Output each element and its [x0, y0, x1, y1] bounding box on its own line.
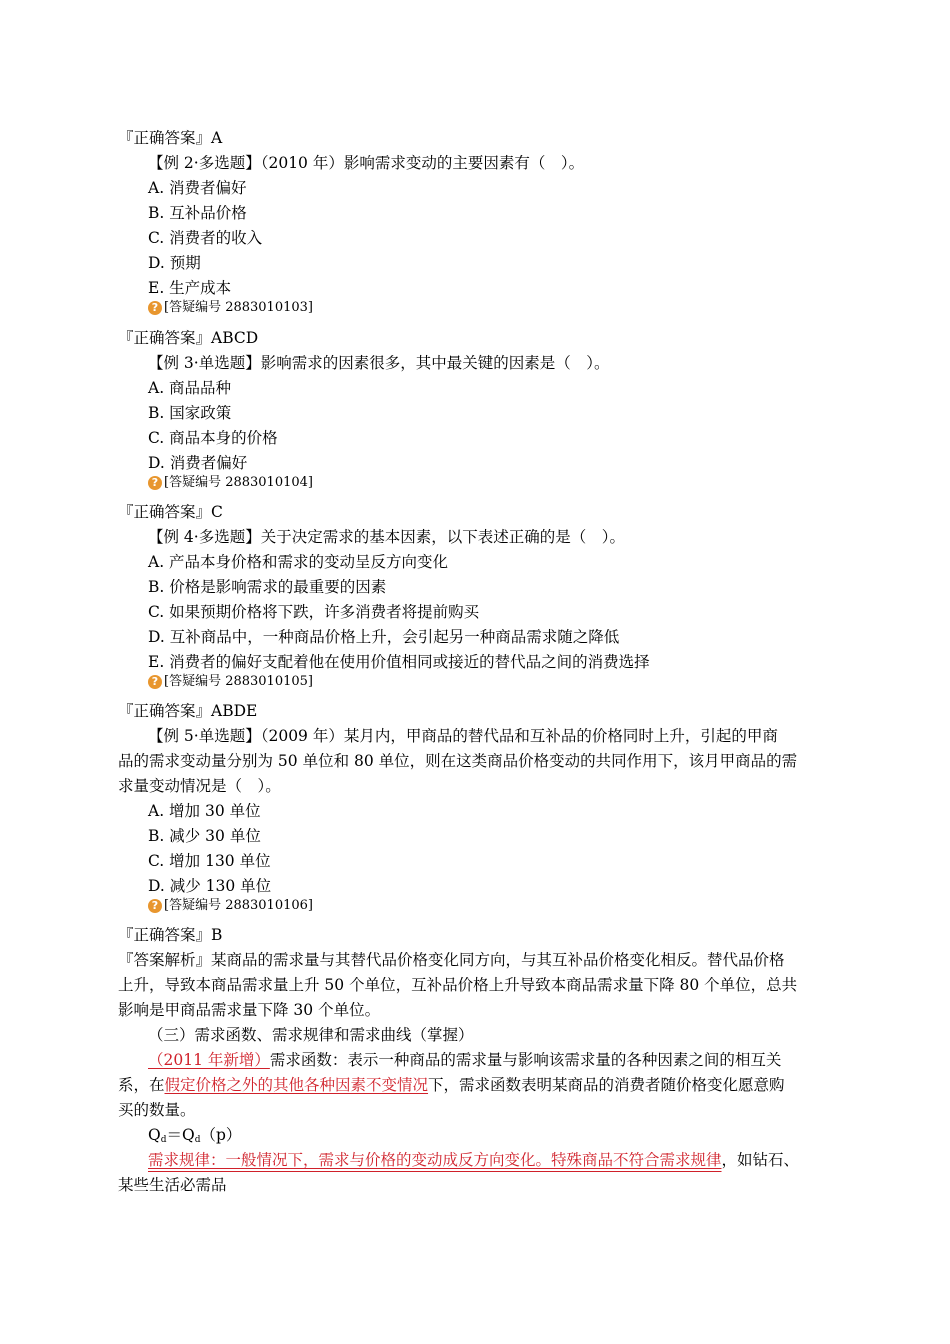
demand-formula: [148, 1123, 241, 1147]
question-mark-icon[interactable]: ?: [148, 476, 162, 490]
qid-text[interactable]: [答疑编号 2883010105]: [164, 674, 313, 689]
demand-law-highlight: 需求规律：一般情况下，需求与价格的变动成反方向变化。特殊商品不符合需求规律: [148, 1151, 722, 1169]
highlight-text: 假定价格之外的其他各种因素不变情况: [164, 1076, 429, 1094]
question-5-stem-line-3: 求量变动情况是（ ）。: [118, 777, 281, 795]
question-4-option-a: A. 产品本身价格和需求的变动呈反方向变化: [148, 553, 449, 571]
text-fragment: 系，在: [118, 1076, 165, 1094]
question-2-option-a: A. 消费者偏好: [148, 179, 247, 197]
question-5-option-b: B. 减少 30 单位: [148, 827, 261, 845]
question-5-stem-line-2: 品的需求变动量分别为 50 单位和 80 单位，则在这类商品价格变动的共同作用下，该月甲商品的需: [118, 752, 798, 770]
demand-function-text: 需求函数：表示一种商品的需求量与影响该需求量的各种因素之间的相互关: [269, 1051, 782, 1069]
qid-text[interactable]: [答疑编号 2883010106]: [164, 898, 313, 913]
question-2-option-b: B. 互补品价格: [148, 204, 247, 222]
explanation-line-1: 『答案解析』某商品的需求量与其替代品价格变化同方向，与其互补品价格变化相反。替代品价格: [118, 951, 785, 969]
demand-function-line-3: 买的数量。: [118, 1101, 196, 1119]
section-heading: （三）需求函数、需求规律和需求曲线（掌握）: [148, 1026, 474, 1044]
demand-law-line-1: [148, 1148, 799, 1172]
question-2-stem: 【例 2·多选题】（2010 年）影响需求变动的主要因素有（ ）。: [148, 154, 585, 172]
formula-part: （p）: [200, 1126, 242, 1144]
question-5-stem-line-1: 【例 5·单选题】（2009 年）某月内，甲商品的替代品和互补品的价格同时上升，引起的甲商: [148, 727, 778, 745]
question-4-option-c: C. 如果预期价格将下跌，许多消费者将提前购买: [148, 603, 480, 621]
question-5-option-a: A. 增加 30 单位: [148, 802, 261, 820]
question-2-option-d: D. 预期: [148, 254, 201, 272]
question-3-stem: 【例 3·单选题】影响需求的因素很多，其中最关键的因素是（ ）。: [148, 354, 610, 372]
explanation-line-2: 上升，导致本商品需求量上升 50 个单位，互补品价格上升导致本商品需求量下降 80 个单位，总共: [118, 976, 798, 994]
demand-function-line-1: [148, 1048, 781, 1072]
new-tag: （2011 年新增）: [148, 1051, 270, 1069]
answer-line-2: 『正确答案』ABCD: [118, 329, 259, 347]
question-3-option-b: B. 国家政策: [148, 404, 232, 422]
text-fragment: 下，需求函数表明某商品的消费者随价格变化愿意购: [428, 1076, 785, 1094]
formula-subscript: d: [160, 1135, 167, 1145]
formula-part: ＝Q: [166, 1126, 195, 1144]
question-5-option-c: C. 增加 130 单位: [148, 852, 271, 870]
answer-line-4: 『正确答案』ABDE: [118, 702, 258, 720]
qid-text[interactable]: [答疑编号 2883010103]: [164, 300, 313, 315]
question-mark-icon[interactable]: ?: [148, 301, 162, 315]
question-mark-icon[interactable]: ?: [148, 675, 162, 689]
formula-part: Q: [148, 1126, 161, 1144]
question-3-option-c: C. 商品本身的价格: [148, 429, 278, 447]
demand-function-line-2: [118, 1073, 785, 1097]
question-4-option-e: E. 消费者的偏好支配着他在使用价值相同或接近的替代品之间的消费选择: [148, 653, 650, 671]
question-4-option-d: D. 互补商品中，一种商品价格上升，会引起另一种商品需求随之降低: [148, 628, 620, 646]
qid-text[interactable]: [答疑编号 2883010104]: [164, 475, 313, 490]
explanation-line-3: 影响是甲商品需求量下降 30 个单位。: [118, 1001, 381, 1019]
formula-subscript: d: [194, 1135, 201, 1145]
answer-line-5: 『正确答案』B: [118, 926, 223, 944]
question-5-qid-link[interactable]: [148, 894, 313, 918]
question-2-option-e: E. 生产成本: [148, 279, 232, 297]
answer-line-1: 『正确答案』A: [118, 129, 223, 147]
question-mark-icon[interactable]: ?: [148, 899, 162, 913]
text-fragment: ，如钻石、: [721, 1151, 800, 1169]
question-3-option-a: A. 商品品种: [148, 379, 232, 397]
question-3-option-d: D. 消费者偏好: [148, 454, 248, 472]
demand-law-line-2: 某些生活必需品: [118, 1176, 227, 1194]
question-3-qid-link[interactable]: [148, 471, 313, 495]
question-5-option-d: D. 减少 130 单位: [148, 877, 272, 895]
question-2-qid-link[interactable]: [148, 296, 313, 320]
question-2-option-c: C. 消费者的收入: [148, 229, 263, 247]
question-4-stem: 【例 4·多选题】关于决定需求的基本因素，以下表述正确的是（ ）。: [148, 528, 625, 546]
question-4-qid-link[interactable]: [148, 670, 313, 694]
question-4-option-b: B. 价格是影响需求的最重要的因素: [148, 578, 387, 596]
answer-line-3: 『正确答案』C: [118, 503, 223, 521]
